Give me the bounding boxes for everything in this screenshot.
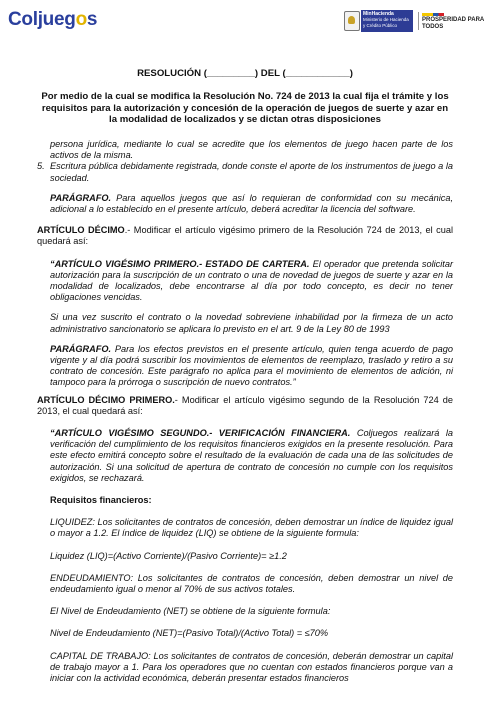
flag-icon (422, 13, 444, 16)
endeudamiento-text: ENDEUDAMIENTO: Los solicitantes de contratos de concesión, deben demostrar un nivel de endeudamiento igual o menor al 70% de sus activos totales. (50, 572, 453, 595)
ministry-logo: MinHacienda Ministerio de Hacienda y Crédito Público (361, 10, 413, 32)
list-number: 5. (37, 161, 45, 172)
liquidez-formula: Liquidez (LIQ)=(Activo Corriente)/(Pasivo Corriente)= ≥1.2 (50, 550, 287, 561)
articulo-vigesimo-segundo: “ARTÍCULO VIGÉSIMO SEGUNDO.- VERIFICACIÓN FINANCIERA. Coljuegos realizará la verificación del cumplimiento de los requisitos financieros exigidos en la presente resolución. Para este efecto emitirá concepto sobre el resultado de la evaluación de cada una de las solicitudes de autorización. Si una solicitud de apertura de contrato de concesión no cumple con los requisitos exigidos, se rechazará. (50, 428, 454, 483)
document-body (37, 68, 453, 684)
list-item-continuation: persona jurídica, mediante lo cual se acredite que los elementos de juego hacen parte de los activos de la misma. (50, 138, 453, 161)
coljuegos-logo: Coljuegos (8, 9, 98, 30)
resolution-subtitle: Por medio de la cual se modifica la Resolución No. 724 de 2013 la cual fija el trámite y los requisitos para la autorización y concesión de la operación de juegos de suerte y azar en la modalidad de localizados y se dictan otras disposiciones (41, 91, 449, 126)
net-formula: Nivel de Endeudamiento (NET)=(Pasivo Total)/(Activo Total) = ≤70% (50, 628, 329, 639)
page-header (0, 0, 499, 44)
list-item-5 (37, 161, 453, 183)
requisitos-heading: Requisitos financieros: (50, 495, 152, 506)
articulo-decimo-primero: ARTÍCULO DÉCIMO PRIMERO.- Modificar el artículo vigésimo segundo de la Resolución 724 de 2013, el cual quedará así: (37, 394, 454, 416)
prosperity-logo: PROSPERIDAD PARA TODOS (422, 13, 494, 31)
net-intro: El Nivel de Endeudamiento (NET) se obtiene de la siguiente formula: (50, 606, 331, 617)
list-item-text: Escritura pública debidamente registrada, donde conste el aporte de los instrumentos de juego a la sociedad. (50, 161, 453, 183)
paragrafo-acuerdo-pago: PARÁGRAFO. Para los efectos previstos en el presente artículo, quien tenga acuerdo de pago vigente y al día podrá suscribir los movimientos de elementos de reemplazo, traslado y retiro a su contrato de concesión. Este parágrafo no aplica para el movimiento de elementos de adición, ni tampoco para la prórroga o suscripción de nuevo contratos.” (50, 343, 453, 388)
articulo-vigesimo-primero-p2: Si una vez suscrito el contrato o la novedad sobreviene inhabilidad por la firmeza de un acto administrativo sancionatorio se aplicara lo previsto en el art. 9 de la Ley 80 de 1993 (50, 312, 453, 334)
articulo-decimo: ARTÍCULO DÉCIMO.- Modificar el artículo vigésimo primero de la Resolución 724 de 2013, el cual quedará así: (37, 225, 453, 247)
header-divider (418, 12, 419, 30)
paragrafo-software: PARÁGRAFO. Para aquellos juegos que así lo requieran de conformidad con su mecánica, adicional a lo establecido en el presente artículo, deberá acreditar la licencia del software. (50, 192, 453, 214)
resolution-title: RESOLUCIÓN (_________) DEL (____________) (137, 68, 353, 79)
articulo-vigesimo-primero: “ARTÍCULO VIGÉSIMO PRIMERO.- ESTADO DE CARTERA. El operador que pretenda solicitar autorización para la suscripción de un contrato o una de novedad de juegos de suerte y azar en la modalidad de localizados, debe encontrarse al día por todo concepto, es decir no tener obligaciones vencidas. (50, 258, 454, 303)
capital-trabajo-text: CAPITAL DE TRABAJO: Los solicitantes de contratos de concesión, deberán demostrar un capital de trabajo mayor a 1. Para los operadores que no cuentan con estados financieros porque van a iniciar con la actividad económica, deberán presentar estados financieros (50, 650, 453, 684)
liquidez-text: LIQUIDEZ: Los solicitantes de contratos de concesión, deben demostrar un índice de liquidez igual o mayor a 1.2. El índice de liquidez (LIQ) se obtiene de la siguiente formula: (50, 517, 453, 539)
coat-of-arms-icon (344, 11, 360, 31)
